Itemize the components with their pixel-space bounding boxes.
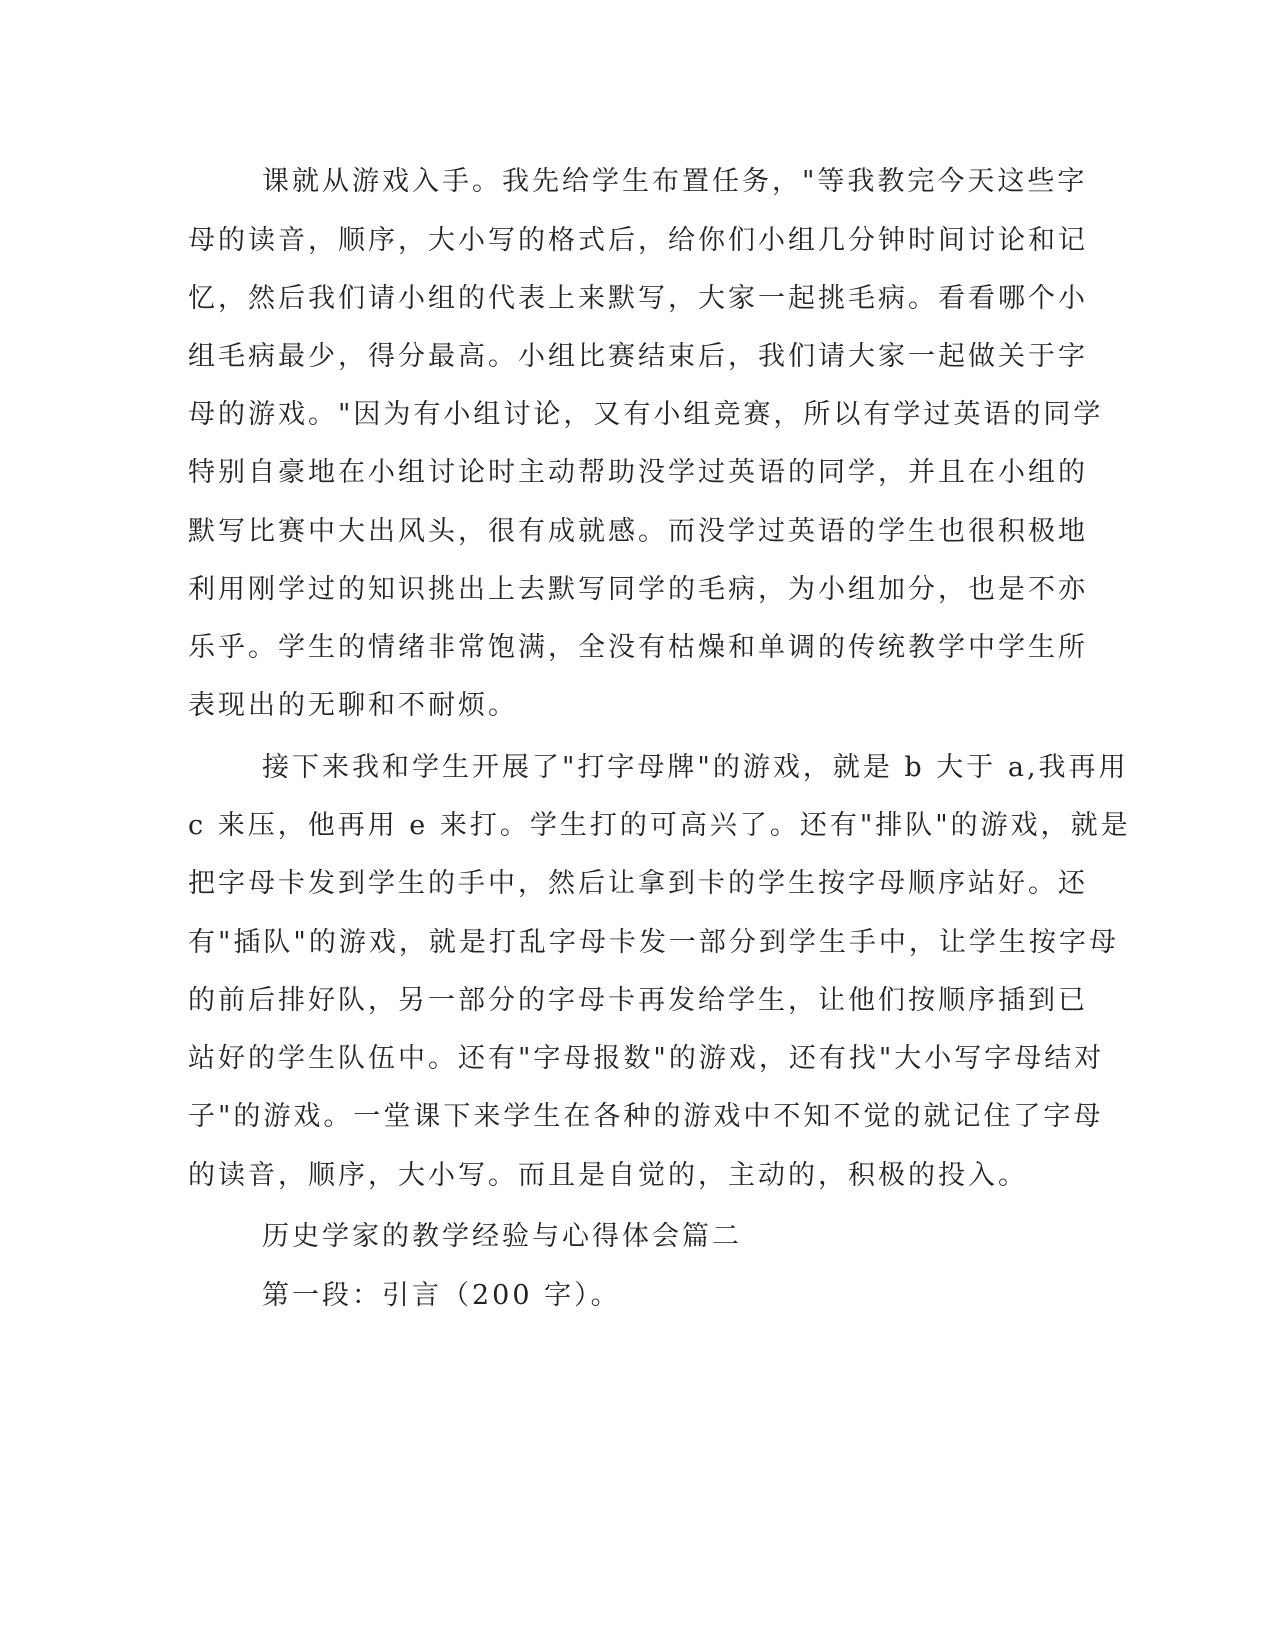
paragraph-1-line-6: 特别自豪地在小组讨论时主动帮助没学过英语的同学，并且在小组的 xyxy=(188,457,1088,488)
section-heading: 第一段：引言（200 字）。 xyxy=(262,1280,621,1311)
paragraph-1-line-3: 忆，然后我们请小组的代表上来默写，大家一起挑毛病。看看哪个小 xyxy=(188,283,1088,314)
paragraph-1-line-5: 母的游戏。"因为有小组讨论，又有小组竞赛，所以有学过英语的同学 xyxy=(188,399,1104,430)
paragraph-2-line-3: 把字母卡发到学生的手中，然后让拿到卡的学生按字母顺序站好。还 xyxy=(188,868,1088,899)
paragraph-2-line-8: 的读音，顺序，大小写。而且是自觉的，主动的，积极的投入。 xyxy=(188,1160,1028,1191)
paragraph-1-line-10: 表现出的无聊和不耐烦。 xyxy=(188,690,518,721)
paragraph-1-line-8: 利用刚学过的知识挑出上去默写同学的毛病，为小组加分，也是不亦 xyxy=(188,574,1088,605)
paragraph-2-line-5: 的前后排好队，另一部分的字母卡再发给学生，让他们按顺序插到已 xyxy=(188,985,1088,1016)
section-title: 历史学家的教学经验与心得体会篇二 xyxy=(262,1221,742,1252)
paragraph-1-line-7: 默写比赛中大出风头，很有成就感。而没学过英语的学生也很积极地 xyxy=(188,516,1088,547)
paragraph-1-line-2: 母的读音，顺序，大小写的格式后，给你们小组几分钟时间讨论和记 xyxy=(188,225,1088,256)
paragraph-2-line-4: 有"插队"的游戏，就是打乱字母卡发一部分到学生手中，让学生按字母 xyxy=(188,927,1119,958)
paragraph-1-line-4: 组毛病最少，得分最高。小组比赛结束后，我们请大家一起做关于字 xyxy=(188,341,1088,372)
paragraph-2-line-1: 接下来我和学生开展了"打字母牌"的游戏，就是 b 大于 a,我再用 xyxy=(262,752,1129,783)
paragraph-2-line-2: c 来压，他再用 e 来打。学生打的可高兴了。还有"排队"的游戏，就是 xyxy=(188,810,1131,841)
paragraph-2-line-6: 站好的学生队伍中。还有"字母报数"的游戏，还有找"大小写字母结对 xyxy=(188,1043,1105,1074)
paragraph-2-line-7: 子"的游戏。一堂课下来学生在各种的游戏中不知不觉的就记住了字母 xyxy=(188,1101,1104,1132)
paragraph-1-line-1: 课就从游戏入手。我先给学生布置任务，"等我教完今天这些字 xyxy=(262,166,1088,197)
paragraph-1-line-9: 乐乎。学生的情绪非常饱满，全没有枯燥和单调的传统教学中学生所 xyxy=(188,632,1088,663)
